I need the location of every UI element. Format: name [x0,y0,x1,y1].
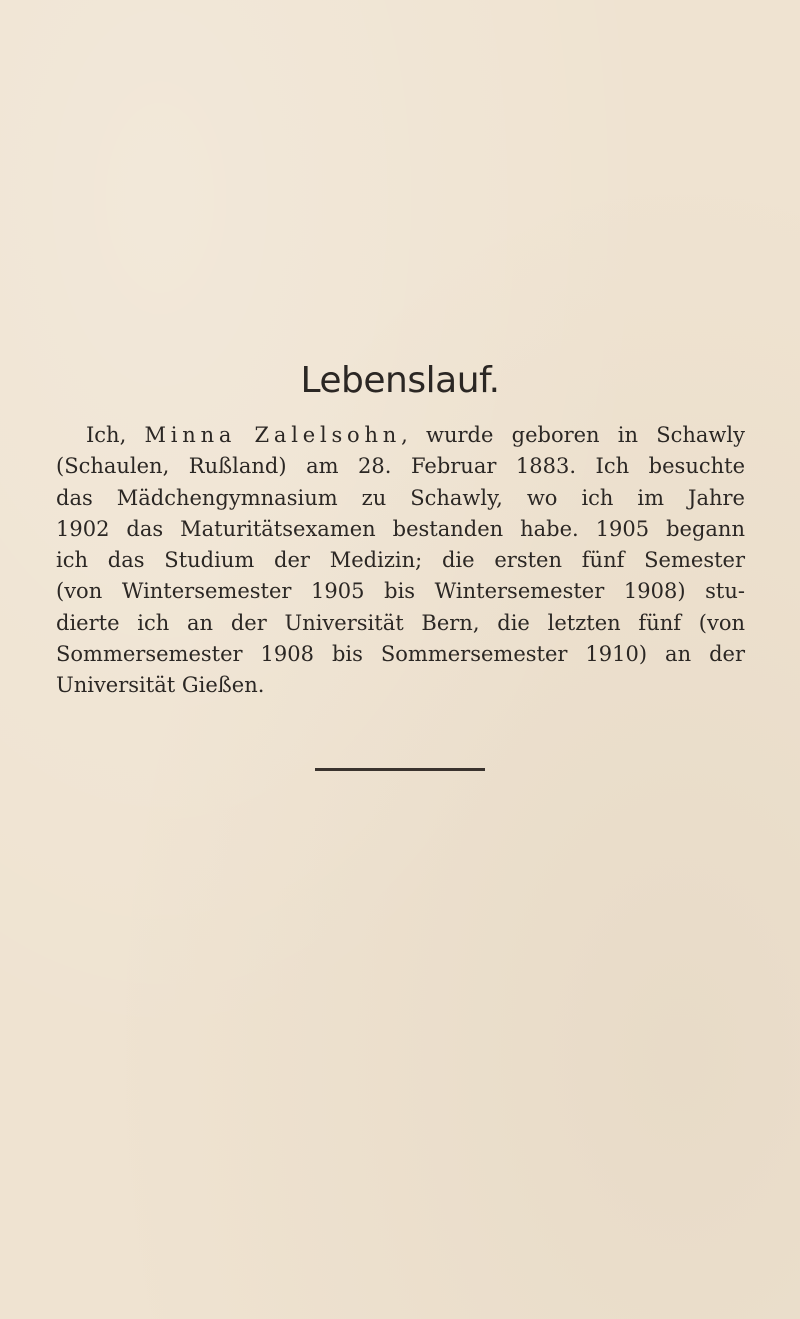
document-title: Lebenslauf. [300,360,500,401]
paragraph-line-7: dierte ich an der Universität Bern, die letzten fünf (von [56,610,745,635]
family-name: Zalelsohn [254,423,402,447]
paragraph-line-3: das Mädchengymnasium zu Schawly, wo ich im Jahre [56,485,745,510]
paragraph-line-9: Universität Gießen. [56,673,265,698]
paragraph-line-2: (Schaulen, Rußland) am 28. Februar 1883. Ich besuchte [56,454,745,479]
paragraph-line-6: (von Wintersemester 1905 bis Wintersemester 1908) stu- [56,579,745,604]
name-gap [236,423,254,447]
given-name: Minna [144,423,237,447]
line-1-suffix: , wurde geboren in Schawly [401,423,745,447]
paragraph-line-8: Sommersemester 1908 bis Sommersemester 1910) an der [56,642,745,667]
biography-paragraph [56,420,745,702]
line-1-prefix: Ich, [86,423,145,447]
paragraph-line-1 [56,420,745,451]
paragraph-line-5: ich das Studium der Medizin; die ersten fünf Semester [56,548,745,573]
section-divider [315,768,485,771]
paragraph-line-4: 1902 das Maturitätsexamen bestanden habe. 1905 begann [56,516,745,541]
